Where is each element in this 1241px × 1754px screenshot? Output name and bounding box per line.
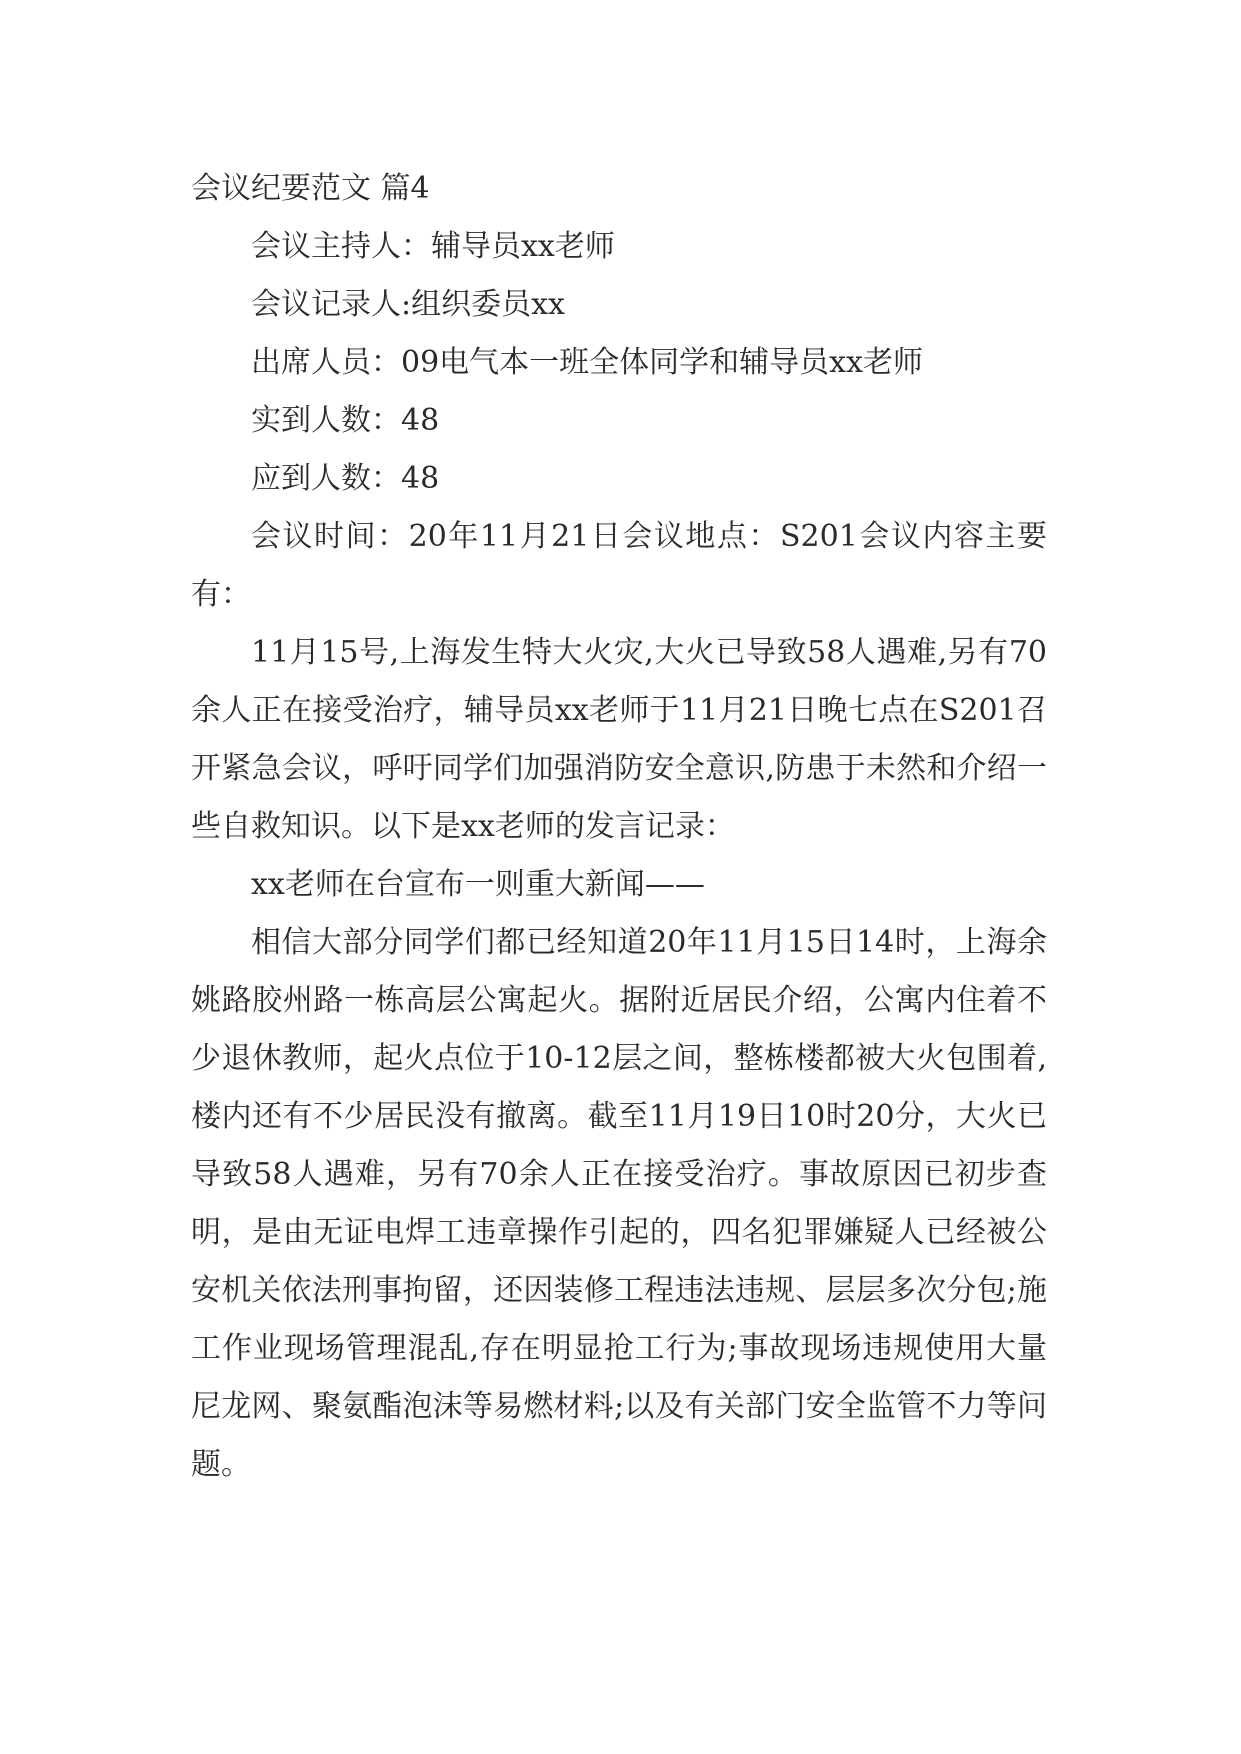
meeting-host: 会议主持人：辅导员xx老师 xyxy=(251,229,615,264)
announcement-paragraph: xx老师在台宣布一则重大新闻—— xyxy=(251,867,705,902)
actual-attendance: 实到人数：48 xyxy=(251,403,440,438)
document-body xyxy=(191,160,1047,1494)
background-paragraph: 11月15号,上海发生特大火灾,大火已导致58人遇难,另有70余人正在接受治疗，辅导员xx老师于11月21日晚七点在S201召开紧急会议，呼吁同学们加强消防安全意识,防患于未然和介绍一些自救知识。以下是xx老师的发言记录： xyxy=(191,635,1047,844)
meeting-time-location: 会议时间：20年11月21日会议地点：S201会议内容主要有： xyxy=(191,519,1047,612)
meeting-attendees: 出席人员：09电气本一班全体同学和辅导员xx老师 xyxy=(251,345,924,380)
speech-record-paragraph: 相信大部分同学们都已经知道20年11月15日14时，上海余姚路胶州路一栋高层公寓起火。据附近居民介绍，公寓内住着不少退休教师，起火点位于10-12层之间，整栋楼都被大火包围着,楼内还有不少居民没有撤离。截至11月19日10时20分，大火已导致58人遇难，另有70余人正在接受治疗。事故原因已初步查明，是由无证电焊工违章操作引起的，四名犯罪嫌疑人已经被公安机关依法刑事拘留，还因装修工程违法违规、层层多次分包;施工作业现场管理混乱,存在明显抢工行为;事故现场违规使用大量尼龙网、聚氨酯泡沫等易燃材料;以及有关部门安全监管不力等问题。 xyxy=(191,925,1047,1482)
document-title: 会议纪要范文 篇4 xyxy=(191,171,430,206)
meeting-recorder: 会议记录人:组织委员xx xyxy=(251,287,565,322)
expected-attendance: 应到人数：48 xyxy=(251,461,440,496)
